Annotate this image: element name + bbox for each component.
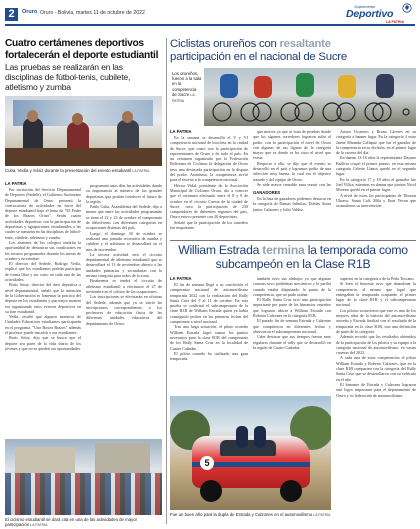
paragraph: Los pilotos sostuvieron que este es uno de los mejores años de la historia del automovilismo orureño y Estrada finalizó con el resultado de la temporada en la clase R1B, tras una definición de parte de la categoría. bbox=[336, 307, 416, 334]
paragraph: El director del Sedede, Rodrigo Vedia, explicó que los estudiantes podrán participar de forma libre y sin costo en cada una de las actividades. bbox=[5, 261, 81, 283]
left-article-photo bbox=[5, 96, 162, 166]
paragraph: El Rally Santa Cruz tuvo una participación importante por parte de los binomios orureños que lograron ubicar a William Estrada con Roberto Calzones en la categoría R1B. bbox=[253, 297, 331, 319]
person-head bbox=[122, 111, 133, 123]
building bbox=[95, 443, 150, 473]
windshield bbox=[220, 440, 276, 456]
header-date: Oruro - Bolivia, martes 11 de octubre de 2022 bbox=[40, 9, 145, 16]
byline: LA PATRIA bbox=[170, 129, 192, 134]
paragraph: Arturo Ocureros y Bruno Cáceres en su categoría a banner lugar. En la categoría 4 estar Jaime Miranda Collapaz que fue el ganador de la competencia en su división, en el primer lugar de la carrera del día. bbox=[336, 129, 416, 156]
cyclist bbox=[296, 73, 314, 97]
paragraph: El pasado fin de semana Estrada y Calzones que compitieron en diferentes fechas y obtuvieron el subcampeonato nacional. bbox=[253, 318, 331, 334]
paragraph: En la categoría 17 y 18 años el ganador fue Joel Villca, mientras en damas que juniors Nicol Moreno quedó en el primer lugar. bbox=[336, 176, 416, 193]
paragraph: El binomio de Estrada y Calzones lograron este logro importante para el departamento de Oruro y su federación de automovilismo. bbox=[336, 381, 416, 398]
students-photo bbox=[5, 439, 162, 515]
paragraph: Héctor Vidal, presidente de la Asociación Municipal de Ciclismo Oruro, dio a conocer que el certamen efectuado entre el 8 y 9 de octubre en el circuito Cuesta de la ciudad de Sucre, tuvo la participación de 230 competidores de diferentes regiones del país. Oruro estuvo presente con 20 deportistas. bbox=[170, 182, 248, 220]
person-figure bbox=[236, 426, 248, 448]
paragraph: En la lista de ganadores podemos destacar en la categoría de Damas Infinitas, Dobles Ainsa junior Calzones y Julio Valdez. bbox=[253, 196, 331, 212]
section-name: Oruro bbox=[22, 9, 38, 15]
column-divider bbox=[166, 38, 167, 524]
students-caption bbox=[5, 517, 162, 528]
paragraph: Vedia, resaltó que algunos maestros de Unidades Educativas estudiantes participarán en el programa. "Uno Boxeo Brazos" además el profesor puede inscribir a sus estudiantes. bbox=[5, 314, 81, 336]
person-head bbox=[27, 110, 38, 122]
caption-text: El cicismo estudiantil se dará cita en una de las actividades de mayor participación bbox=[5, 517, 138, 528]
paragraph: Luego, el domingo 30 de octubre se realizará una jornada recreativa de zumba y cubilete y el atletismo se desarrollará en el mes de noviembre. bbox=[86, 230, 162, 252]
title-highlight: resaltante bbox=[279, 38, 331, 50]
wheel bbox=[200, 480, 222, 502]
cyclists-col2 bbox=[253, 129, 331, 186]
paragraph: A cada una de estas competencias el piloto William Estrada y Roberto Calzones, que en la clase R1B comparten con la categoría del Rally Santa Cruz que se desarrollaron con su vehículo en el año. bbox=[336, 355, 416, 382]
paragraph: En damas 13-16 años la representante Dayana Ballivia ocupó el primer puesto, en esta misma categoría Celeste Llanos quedó en el segundo lugar. bbox=[336, 155, 416, 177]
paragraph: Tras una larga actuación, el piloto orureño William Estrada logró sumar los puntos necesarios para la clase R1B del campeonato de los Rally Santa Cruz en la localidad de Cuatro Cañadas. bbox=[170, 324, 248, 351]
cyclists-col3 bbox=[336, 129, 416, 238]
paragraph: que motiva ya que se trata de pruebas donde que los algunos corredores lograron subir al podio, con la participación el nivel de Oruro con algunas de sus figuras de la categoría mayor que es donde se ha visto el nivel que existe. bbox=[253, 129, 331, 161]
photo-credit: LA PATRIA bbox=[30, 523, 48, 528]
title-text: participación en el nacional de Sucre bbox=[170, 51, 347, 64]
estrada-col3 bbox=[336, 276, 416, 516]
cyclists-article bbox=[170, 38, 416, 238]
header-rule bbox=[5, 24, 415, 26]
left-article-title: Cuatro certámenes deportivos fortalecerán el deporte estudiantil bbox=[5, 38, 159, 61]
ball-icon bbox=[402, 3, 412, 13]
estrada-article bbox=[170, 243, 416, 529]
car-number: 5 bbox=[200, 456, 214, 470]
title-text: la temporada como subcampeón en la Clase R1B bbox=[215, 243, 408, 271]
page-number: 2 bbox=[5, 8, 18, 21]
paragraph: El fin de semana llegó a su conclusión el campeonato nacional de automovilismo temporada 2022 con la realización del Rally Santa Cruz del 9 al 11 de octubre. En esta prueba se confirmó el subcampeonato de la clase R1B de William Estrada quien ya había conseguido podios en las primeras fechas del campeonato a nivel nacional. bbox=[170, 282, 248, 325]
paragraph: Los inscripciones se efectuarán en oficinas del Sedede, además que ya se inició las inscripciones correspondientes a los profesores de educación física de las diferentes unidades educativas del departamento de Oruro. bbox=[86, 294, 162, 326]
cyclist bbox=[254, 76, 272, 98]
table bbox=[5, 148, 162, 166]
paragraph: Respecto a ello, se dijo que el evento se desarrolló en el país y logramos podio de una selección muy buena, lo cual era el objetivo trazado y del equipo de Oruro. bbox=[253, 160, 331, 182]
paragraph: Por invitación del Servicio Departamental de Deportes (Sedede), el Gobierno Autónomo Departamental de Oruro presentó la convocatoria de actividades en favor del deporte estudiantil bajo el lema de "El Poder de los Brazos Oruro". Serán cuatro actividades deportivas con la participación de deportistas y agrupaciones estudiantiles a las cuales se sumarán en las disciplinas de fútbol-tenis, cubilete, atletismo y zumba. bbox=[5, 187, 81, 240]
photo-credit: LA PATRIA bbox=[172, 92, 195, 104]
paragraph: El piloto orureño ha realizado una gran temporada. bbox=[170, 350, 248, 362]
paragraph: Si bien el binomio tuvo que abandonar la competencia, el mismo que logró que entregaban la temporada ocupando el primer lugar de la clase R1B y el subcampeonato nacional. bbox=[336, 281, 416, 308]
crowd bbox=[5, 473, 162, 515]
paragraph: En la semana se desarrolló el V y VI competencia nacional de bicicleta en la ciudad de Sucre, que contó con la participación de representantes de Oruro y de todo el país. En un certamen organizado por la Federación Boliviana de Ciclismo la delegación de Oruro tuvo una destacada participación en la disputa del podio. Asimismo, la competencia sirvió para el retorno a la competencia nacional. bbox=[170, 135, 248, 183]
bicycle-icon bbox=[210, 98, 410, 124]
rally-photo-caption bbox=[170, 512, 331, 518]
cyclist bbox=[338, 75, 356, 98]
estrada-title bbox=[170, 243, 416, 271]
left-article-col1 bbox=[5, 187, 81, 435]
paragraph: programará unos días las actividades dando su importancia al número de las grandes deportistas que podrán fortalecer el futuro de la región. bbox=[86, 183, 162, 204]
caption-text: Fue un buen año para la dupla de Estrada y Calzones en el automovilismo bbox=[170, 512, 313, 517]
title-text: William Estrada bbox=[178, 243, 260, 257]
paragraph: Cabe destacar que sus tiempos fueron muy regulares durante el rally que se desarrolló en la región de Cuatro Cañadas. bbox=[253, 334, 331, 350]
logo-sub: LA PATRIA bbox=[386, 19, 405, 24]
paragraph: también tuvo sus altibajos ya que algunas carreras tuvo problemas mecánicos y lo perdió cuando estaba disputando la punta de la competencia, que no pudo acabar. bbox=[253, 276, 331, 297]
paragraph: Pablo Cuba, Asambleísta del Sedede, dijo a menor que entre las actividades programadas se tiene el 22 y 23 de octubre el campeonato de fútbol-tenis con diferentes categorías en ocupaciones distintas del país. bbox=[86, 204, 162, 231]
section-divider bbox=[170, 240, 416, 241]
building bbox=[15, 447, 75, 473]
byline: LA PATRIA bbox=[170, 276, 192, 281]
left-article bbox=[5, 38, 162, 529]
page-header bbox=[0, 0, 420, 38]
caption-text: Los orureños, fueron a la sala en la competencia de Sucre bbox=[172, 71, 202, 97]
estrada-col2 bbox=[253, 276, 331, 393]
cyclists-col1 bbox=[170, 135, 248, 238]
paragraph: Además recordó que los resultados obtenidos de la participación de los pilotos y su equipo a la categoría nacional de automovilismo, en varias carreras del 2022. bbox=[336, 334, 416, 356]
rally-car-photo bbox=[170, 396, 331, 510]
cyclist bbox=[376, 74, 394, 98]
paragraph: Finalmente se tendrá el circuito de atletismo estudiantil a efectuarse el 27 de noviembre en el coliseo de las ocupaciones. bbox=[86, 278, 162, 294]
title-text: Ciclistas orureños con bbox=[170, 38, 277, 50]
photo-credit: LA PATRIA bbox=[132, 169, 150, 173]
logo-top: Suplemento bbox=[354, 4, 376, 9]
left-photo-caption bbox=[5, 168, 162, 174]
photo-credit: LA PATRIA bbox=[313, 513, 331, 517]
paragraph: Boris Sósiz, director del área deportiva a nivel departamental, señaló que la intención de la Gobernación es fomentar la práctica del deporte en los estudiantes y que mejor manera era organizando estos eventos deportivos en su fase estudiantil. bbox=[5, 282, 81, 314]
cyclist bbox=[220, 74, 238, 98]
winners-text bbox=[253, 196, 331, 238]
estrada-col1 bbox=[170, 282, 248, 393]
left-article-subtitle: Las pruebas se realizarán en las disciplinas de fútbol-tenis, cubilete, atletismo y zumba bbox=[5, 62, 131, 93]
cyclists-photo-caption bbox=[172, 71, 202, 104]
paragraph: Señaló que la participación de los orureños fue importante. bbox=[170, 219, 248, 231]
logo bbox=[340, 3, 415, 23]
paragraph: superior en la categoría a de la Peña Toscano. bbox=[340, 276, 415, 281]
caption-text: Cuba, Vedia y Sósiz durante la presentación del evento estudiantil bbox=[5, 168, 132, 173]
person-figure bbox=[254, 426, 266, 448]
title-highlight: termina bbox=[262, 243, 305, 257]
paragraph: Los alumnos de los colegios tendrán la oportunidad de demostrar sus condiciones en los torneos programados durante los meses de octubre y noviembre. bbox=[5, 239, 81, 261]
byline: LA PATRIA bbox=[5, 181, 27, 186]
paragraph: Boris Sósiz, dijo que se busca que el deporte sea parte de la vida diaria de los jóvenes y que no se queden sin oportunidades. bbox=[5, 335, 81, 351]
paragraph: La tercera actividad será el circuito departamental de atletismo estudiantil que se desarrollará el 13 de noviembre abierto a las unidades primarias y secundarias con la misma categoría para todos de la zona. bbox=[86, 251, 162, 279]
cyclists-photo bbox=[170, 68, 416, 126]
paragraph: A nivel de estos los participantes de Tiburon Ukravo, Santa Cali, Mila y Jhon Vevan que acumularon su intervención. bbox=[336, 192, 416, 209]
paragraph: Se pide mayor respaldo para seguir con las bbox=[257, 181, 331, 186]
wheel bbox=[280, 480, 302, 502]
cyclists-title bbox=[170, 38, 416, 64]
logo-main: Deportivo bbox=[346, 8, 394, 20]
winners-label: GANADORES bbox=[253, 190, 281, 195]
left-article-col2 bbox=[86, 183, 162, 435]
person-head bbox=[72, 113, 83, 125]
